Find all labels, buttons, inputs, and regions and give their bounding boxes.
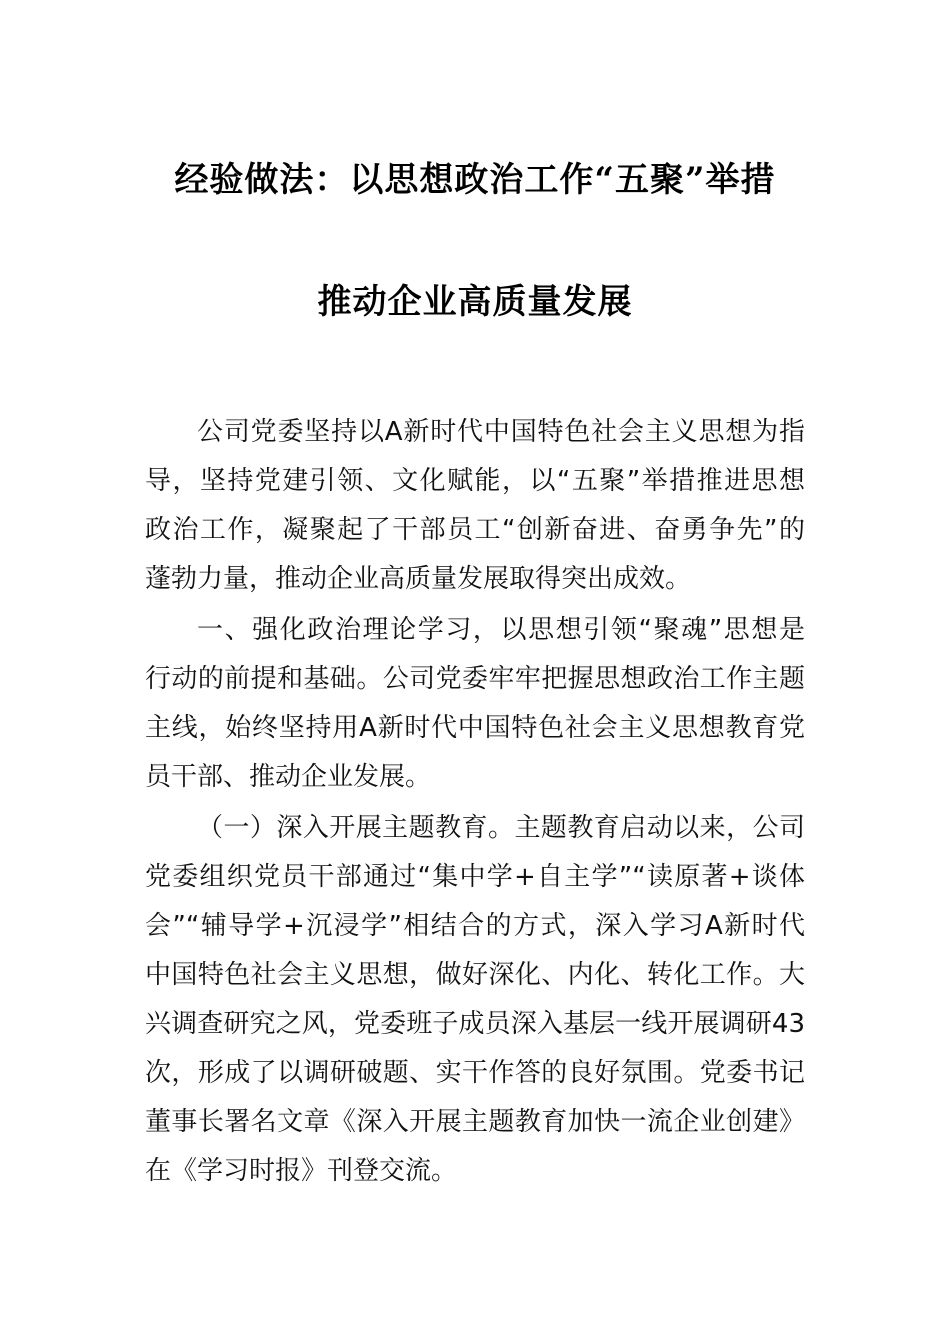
paragraph-intro (145, 408, 805, 604)
paragraph-line: 员干部、推动企业发展。 (145, 762, 432, 792)
paragraph-line: 行动的前提和基础。公司党委牢牢把握思想政治工作主题 (145, 664, 805, 694)
paragraph-line: 公司党委坚持以A新时代中国特色社会主义思想为指 (197, 417, 805, 447)
document-title-line-1: 经验做法：以思想政治工作“五聚”举措 (174, 160, 776, 200)
paragraph-line: 政治工作，凝聚起了干部员工“创新奋进、奋勇争先”的 (145, 515, 805, 545)
paragraph-line: 次，形成了以调研破题、实干作答的良好氛围。党委书记 (145, 1058, 805, 1088)
paragraph-line: 主线，始终坚持用A新时代中国特色社会主义思想教育党 (145, 713, 805, 743)
paragraph-line: 董事长署名文章《深入开展主题教育加快一流企业创建》 (145, 1107, 805, 1137)
paragraph-line: （一）深入开展主题教育。主题教育启动以来，公司 (197, 813, 805, 843)
paragraph-line: 在《学习时报》刊登交流。 (145, 1156, 458, 1186)
paragraph-line: 导，坚持党建引领、文化赋能，以“五聚”举措推进思想 (145, 466, 805, 496)
document-title-line-2: 推动企业高质量发展 (317, 282, 633, 322)
paragraph-line: 兴调查研究之风，党委班子成员深入基层一线开展调研43 (145, 1009, 805, 1039)
paragraph-line: 一、强化政治理论学习，以思想引领“聚魂”思想是 (197, 615, 805, 645)
paragraph-section-1 (145, 606, 805, 802)
paragraph-line: 蓬勃力量，推动企业高质量发展取得突出成效。 (145, 564, 692, 594)
paragraph-line: 会”“辅导学+沉浸学”相结合的方式，深入学习A新时代 (145, 911, 805, 941)
paragraph-line: 党委组织党员干部通过“集中学+自主学”“读原著+谈体 (145, 862, 805, 892)
paragraph-subsection-1 (145, 804, 805, 1196)
paragraph-line: 中国特色社会主义思想，做好深化、内化、转化工作。大 (145, 960, 805, 990)
